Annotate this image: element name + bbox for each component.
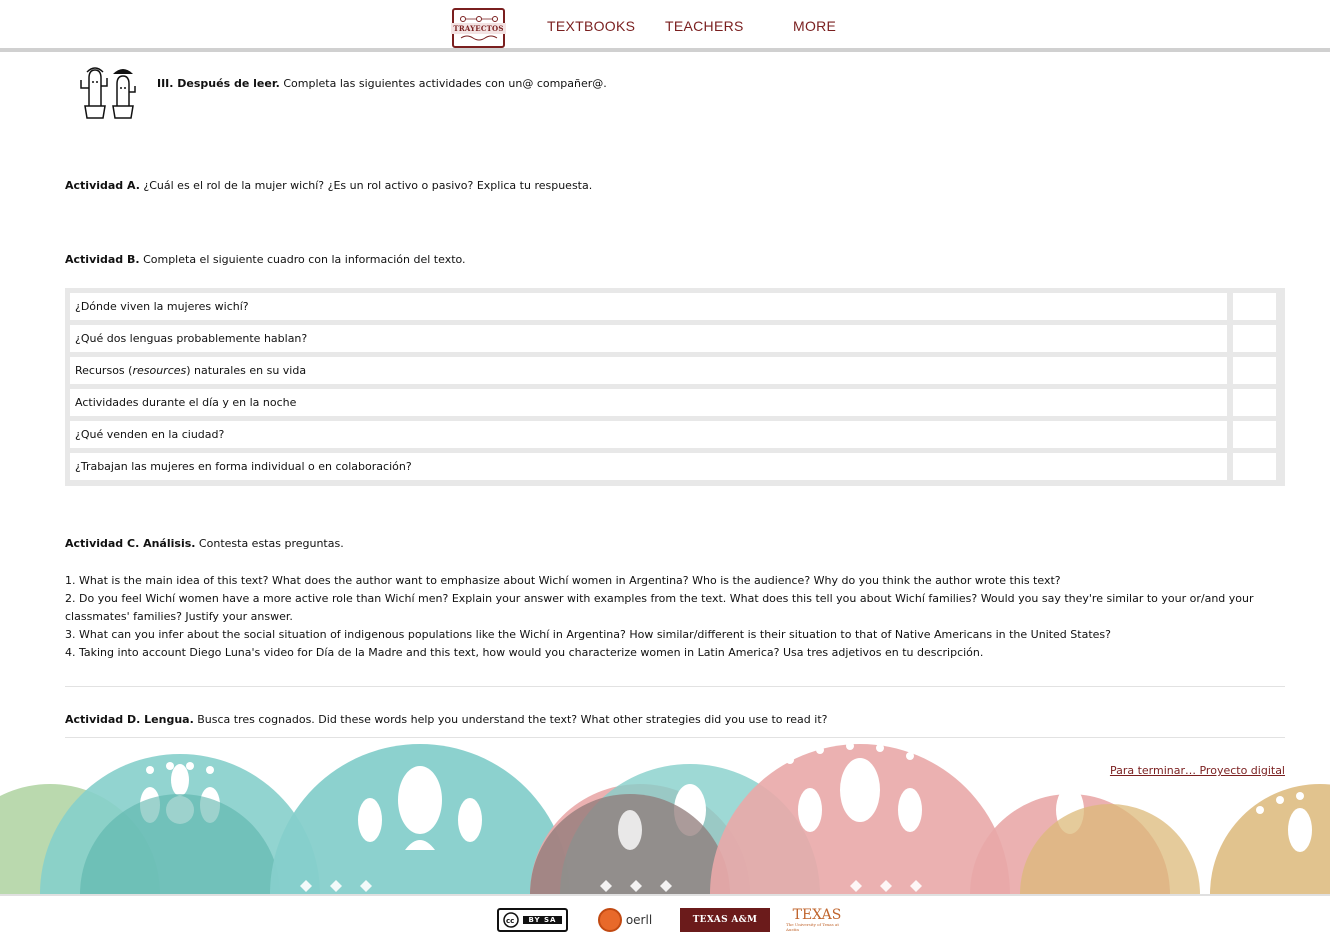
table-question-cell: Recursos (resources) naturales en su vida <box>70 357 1227 384</box>
info-table <box>65 288 1285 486</box>
table-row <box>70 357 1280 384</box>
coerll-logo-icon <box>598 908 622 932</box>
table-row <box>70 453 1280 480</box>
nav-more[interactable]: MORE <box>793 18 837 34</box>
creative-commons-badge[interactable] <box>497 908 568 932</box>
cactus-pair-icon <box>65 58 147 120</box>
divider <box>65 737 1285 738</box>
table-row <box>70 389 1280 416</box>
activity-b: Actividad B. Completa el siguiente cuadro con la información del texto. <box>65 253 466 266</box>
table-answer-cell[interactable] <box>1233 421 1276 448</box>
flower-medallion-icon <box>1210 784 1330 894</box>
table-row <box>70 421 1280 448</box>
intro-instruction: III. Después de leer. Completa las siguientes actividades con un@ compañer@. <box>157 77 607 90</box>
texas-am-badge[interactable]: TEXAS A&M <box>680 908 770 932</box>
papel-picado-decoration <box>0 700 1330 894</box>
footer <box>0 894 1330 940</box>
activity-d: Actividad D. Lengua. Busca tres cognados. Did these words help you understand the text? What other strategies did you use to read it? <box>65 713 828 726</box>
top-navigation-bar <box>0 0 1330 52</box>
activity-c: Actividad C. Análisis. Contesta estas preguntas. <box>65 537 344 550</box>
texas-subtitle: The University of Texas at Austin <box>786 922 839 932</box>
coerll-badge[interactable] <box>586 908 664 932</box>
svg-text:cc: cc <box>505 917 514 925</box>
analysis-questions <box>65 572 1285 662</box>
trayectos-logo[interactable] <box>452 8 505 48</box>
next-section-link[interactable]: Para terminar… Proyecto digital <box>1109 764 1285 777</box>
table-question-cell: ¿Trabajan las mujeres en forma individual o en colaboración? <box>70 453 1227 480</box>
cc-icon <box>503 912 519 928</box>
flower-medallion-icon <box>270 744 570 894</box>
table-question-cell: Actividades durante el día y en la noche <box>70 389 1227 416</box>
table-row <box>70 325 1280 352</box>
divider <box>65 686 1285 687</box>
ut-austin-badge[interactable] <box>786 906 848 934</box>
table-answer-cell[interactable] <box>1233 389 1276 416</box>
texas-text: TEXAS <box>792 907 842 923</box>
question-item: 3. What can you infer about the social situation of indigenous populations like the Wichí in Argentina? How similar/different is their situation to that of Native Americans in the United States? <box>65 628 1111 641</box>
table-answer-cell[interactable] <box>1233 325 1276 352</box>
question-item: 2. Do you feel Wichí women have a more active role than Wichí men? Explain your answer with examples from the text. What does this tell you about Wichí families? Would you say they're similar to your or/and your classmates' families? Justify your answer. <box>65 592 1254 623</box>
flower-medallion-icon <box>710 744 1010 894</box>
table-answer-cell[interactable] <box>1233 293 1276 320</box>
logo-text: TRAYECTOS <box>453 23 504 33</box>
table-answer-cell[interactable] <box>1233 453 1276 480</box>
coerll-text: oerll <box>625 913 653 927</box>
table-answer-cell[interactable] <box>1233 357 1276 384</box>
table-row <box>70 293 1280 320</box>
table-question-cell: ¿Qué dos lenguas probablemente hablan? <box>70 325 1227 352</box>
nav-teachers[interactable]: TEACHERS <box>665 18 744 34</box>
table-question-cell: ¿Dónde viven la mujeres wichí? <box>70 293 1227 320</box>
table-question-cell: ¿Qué venden en la ciudad? <box>70 421 1227 448</box>
nav-textbooks[interactable]: TEXTBOOKS <box>547 18 636 34</box>
ornament-icon <box>457 34 501 42</box>
question-item: 4. Taking into account Diego Luna's video for Día de la Madre and this text, how would you characterize women in Latin America? Usa tres adjetivos en tu descripción. <box>65 646 984 659</box>
ornament-icon <box>457 15 501 23</box>
license-label: BY SA <box>523 916 563 924</box>
activity-a: Actividad A. ¿Cuál es el rol de la mujer wichí? ¿Es un rol activo o pasivo? Explica tu respuesta. <box>65 179 593 192</box>
question-item: 1. What is the main idea of this text? What does the author want to emphasize about Wichí women in Argentina? Who is the audience? Why do you think the author wrote this text? <box>65 574 1061 587</box>
